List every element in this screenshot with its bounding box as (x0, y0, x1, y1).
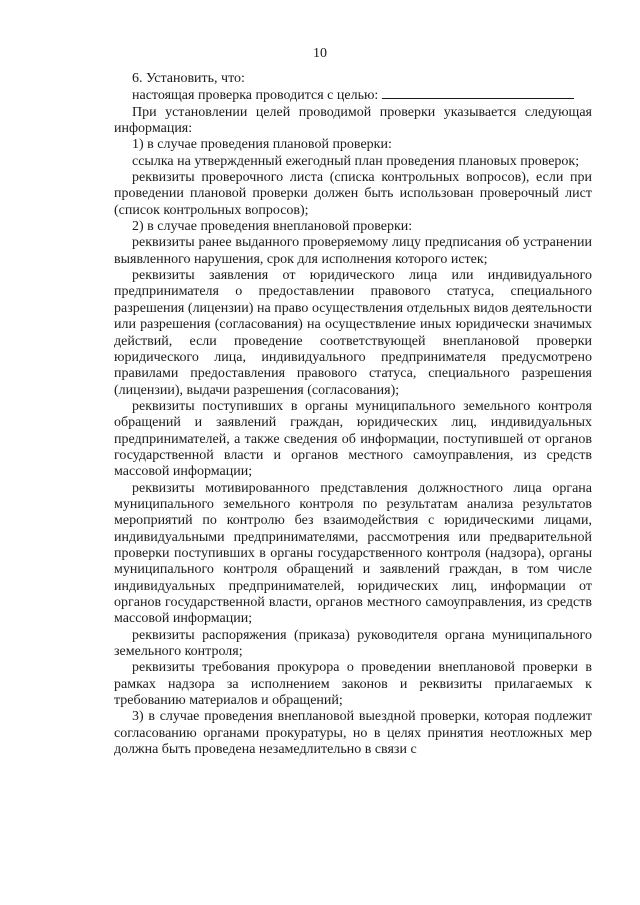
purpose-label: настоящая проверка проводится с целью: (132, 88, 379, 104)
paragraph-order: реквизиты распоряжения (приказа) руководителя органа муниципального земельного контроля; (114, 627, 592, 660)
section-6-heading: 6. Установить, что: (132, 71, 245, 86)
paragraph-planned-link: ссылка на утвержденный ежегодный план проведения плановых проверок; (132, 153, 580, 169)
purpose-blank-line (382, 87, 574, 99)
paragraph-checklist: реквизиты проверочного листа (списка контрольных вопросов), если при проведении плановой проверки должен быть использован проверочный лист (список контрольных вопросов); (114, 170, 592, 218)
paragraph-prosecutor-requirement: реквизиты требования прокурора о проведении внеплановой проверки в рамках надзора за исполнением законов и реквизиты прилагаемых к требованию материалов и обращений; (114, 660, 592, 709)
paragraph-unplanned-heading: 2) в случае проведения внеплановой проверки: (132, 219, 413, 235)
page-number: 10 (313, 46, 327, 61)
paragraph-appeals: реквизиты поступивших в органы муниципального земельного контроля обращений и заявлений граждан, юридических лиц, индивидуальных предпринимателей, а также сведения об информации, поступившей от органов государственной власти и органов местного самоуправления, из средств массовой информации; (114, 398, 592, 480)
paragraph-onsite-unplanned: 3) в случае проведения внеплановой выездной проверки, которая подлежит согласованию органами прокуратуры, но в целях принятия неотложных мер должна быть проведена незамедлительно в связи с (114, 709, 592, 758)
document-body (114, 71, 592, 758)
paragraph-application: реквизиты заявления от юридического лица или индивидуального предпринимателя о предоставлении правового статуса, специального разрешения (лицензии) на право осуществления отдельных видов деятельности или разрешения (согласования) на осуществление иных юридически значимых действий, если проведение соответствующей внеплановой проверки юридического лица, индивидуального предпринимателя предусмотрено правилами предоставления правового статуса, специального разрешения (лицензии), выдачи разрешения (согласования); (114, 268, 592, 398)
paragraph-goals-info: При установлении целей проводимой проверки указывается следующая информация: (114, 104, 592, 137)
paragraph-planned-heading: 1) в случае проведения плановой проверки: (132, 137, 392, 153)
purpose-line (114, 87, 592, 104)
paragraph-prescription: реквизиты ранее выданного проверяемому лицу предписания об устранении выявленного нарушения, срок для исполнения которого истек; (114, 235, 592, 267)
paragraph-motivated-submission: реквизиты мотивированного представления должностного лица органа муниципального земельного контроля по результатам анализа результатов мероприятий по контролю без взаимодействия с юридическими лицами, индивидуальными предпринимателями, рассмотрения или предварительной проверки поступивших в органы государственного контроля (надзора), органы муниципального контроля обращений и заявлений граждан, в том числе индивидуальных предпринимателей, юридических лиц, информации от органов государственной власти, органов местного самоуправления, из средств массовой информации; (114, 480, 592, 627)
